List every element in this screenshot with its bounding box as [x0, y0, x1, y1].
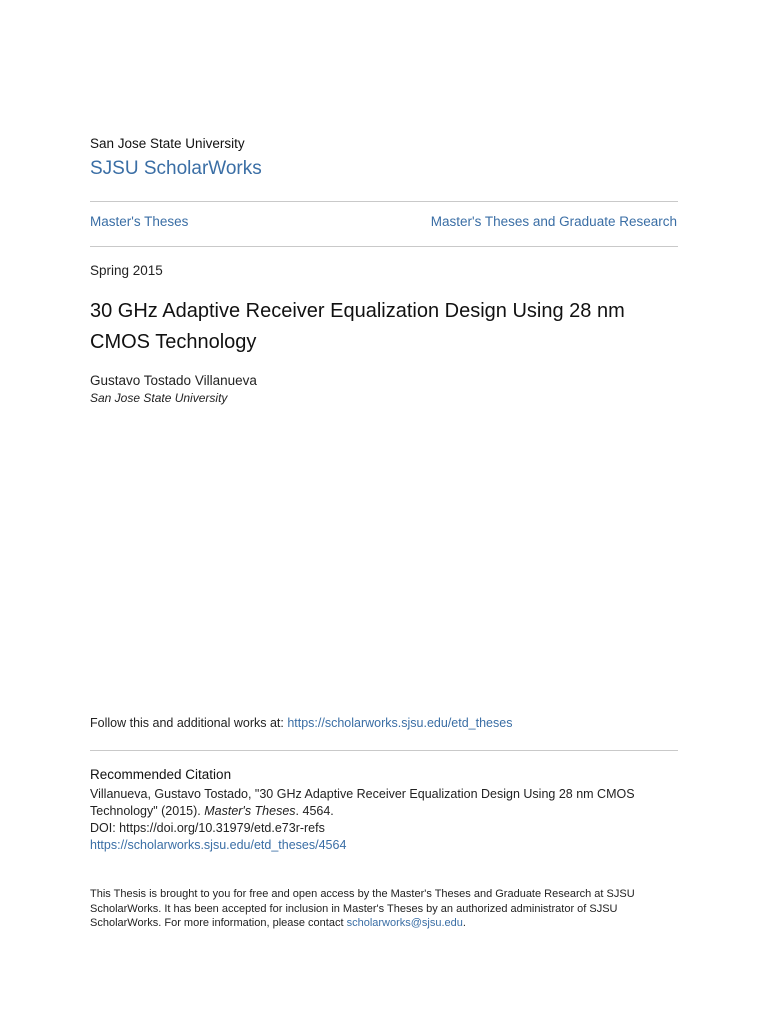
repository-link[interactable]: SJSU ScholarWorks [90, 158, 262, 179]
citation-line-2 [90, 803, 650, 820]
follow-line [90, 716, 512, 730]
citation-number: . 4564. [295, 804, 334, 818]
citation-year: Technology" (2015). [90, 804, 205, 818]
citation-line-1: Villanueva, Gustavo Tostado, "30 GHz Adaptive Receiver Equalization Design Using 28 nm CMOS [90, 787, 635, 801]
notice-end: . [462, 917, 466, 929]
citation-divider [90, 750, 678, 751]
author-name: Gustavo Tostado Villanueva [90, 373, 257, 388]
etd-theses-link[interactable]: https://scholarworks.sjsu.edu/etd_theses [287, 716, 513, 730]
top-divider [90, 201, 678, 202]
citation-block [90, 786, 650, 854]
masters-theses-link[interactable]: Master's Theses [90, 214, 189, 229]
citation-url-link[interactable]: https://scholarworks.sjsu.edu/etd_theses/4564 [90, 838, 347, 852]
nav-divider [90, 246, 678, 247]
author-affiliation: San Jose State University [90, 391, 228, 405]
notice-line-2: ScholarWorks. It has been accepted for inclusion in Master's Theses by an authorized administrator of SJSU [90, 902, 618, 915]
publication-date: Spring 2015 [90, 263, 163, 278]
contact-email-link[interactable]: scholarworks@sjsu.edu [346, 917, 463, 929]
notice-line-3 [90, 916, 660, 931]
university-name: San Jose State University [90, 136, 245, 151]
recommended-citation-heading: Recommended Citation [90, 767, 232, 782]
notice-contact-label: ScholarWorks. For more information, please contact [90, 917, 347, 929]
thesis-title: 30 GHz Adaptive Receiver Equalization Design Using 28 nm CMOS Technology [90, 300, 625, 353]
access-notice [90, 887, 660, 931]
masters-theses-graduate-research-link[interactable]: Master's Theses and Graduate Research [430, 214, 677, 229]
citation-series: Master's Theses [204, 804, 296, 818]
notice-line-1: This Thesis is brought to you for free and open access by the Master's Theses and Graduate Research at SJSU [90, 888, 635, 900]
follow-label: Follow this and additional works at: [90, 716, 288, 730]
citation-doi: DOI: https://doi.org/10.31979/etd.e73r-refs [90, 821, 325, 835]
